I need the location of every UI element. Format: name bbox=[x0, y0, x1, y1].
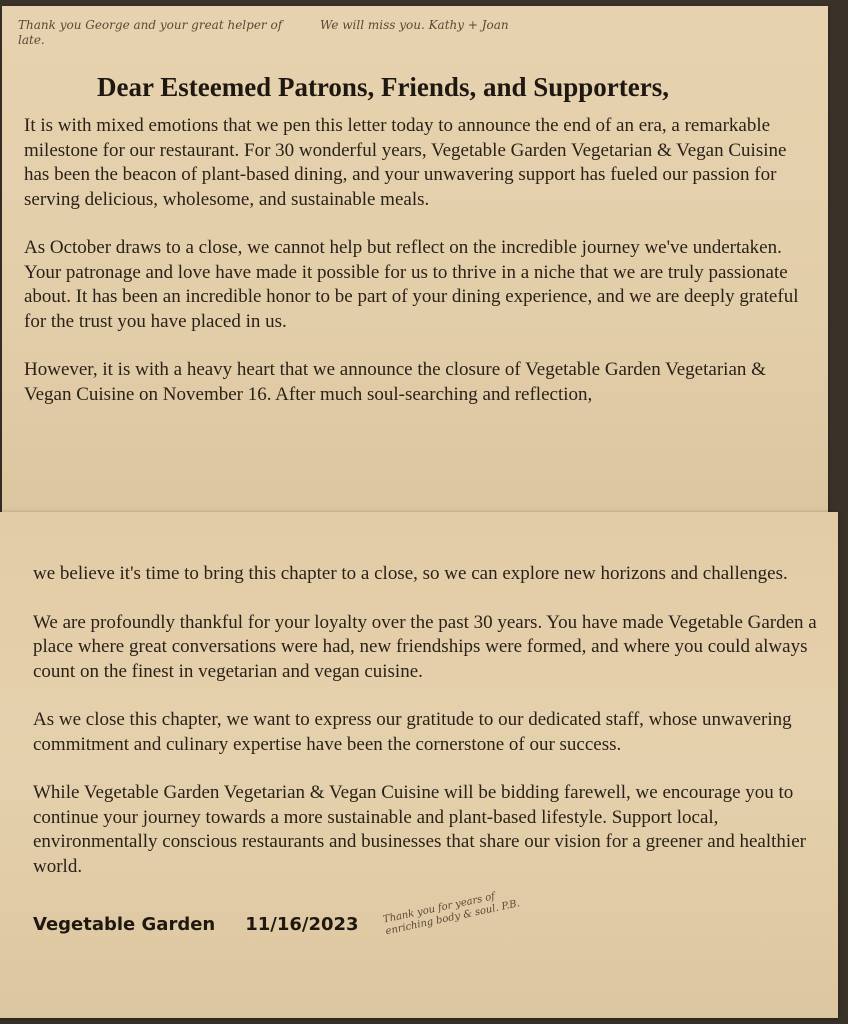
paragraph: We are profoundly thankful for your loyalty over the past 30 years. You have made Vegetable Garden a place where great conversations were had, new friendships were formed, and where you could always count on the finest in vegetarian and vegan cuisine. bbox=[33, 611, 817, 682]
paragraph: While Vegetable Garden Vegetarian & Vegan Cuisine will be bidding farewell, we encourage you to continue your journey towards a more sustainable and plant-based lifestyle. Support local, environmentally conscious restaurants and businesses that share our vision for a greener and healthier world. bbox=[33, 782, 806, 877]
signature-row bbox=[33, 891, 826, 938]
handwritten-note-miss-you: We will miss you. Kathy + Joan bbox=[320, 18, 509, 32]
paragraph: we believe it's time to bring this chapter to a close, so we can explore new horizons and challenges. bbox=[33, 563, 788, 584]
letter-salutation: Dear Esteemed Patrons, Friends, and Supporters, bbox=[97, 72, 669, 102]
paragraph: However, it is with a heavy heart that we announce the closure of Vegetable Garden Vegetarian & Vegan Cuisine on November 16. After much soul-searching and reflection, bbox=[24, 359, 766, 405]
signature-name: Vegetable Garden bbox=[33, 914, 216, 935]
handwritten-note-thanks: Thank you George and your great helper of late. bbox=[18, 18, 283, 47]
paragraph: As we close this chapter, we want to express our gratitude to our dedicated staff, whose unwavering commitment and culinary expertise have been the cornerstone of our success. bbox=[33, 709, 792, 755]
handwritten-note-bottom: Thank you for years of enriching body & soul. P.B. bbox=[381, 891, 521, 938]
signature-date: 11/16/2023 bbox=[245, 914, 359, 935]
paragraph: It is with mixed emotions that we pen this letter today to announce the end of an era, a remarkable milestone for our restaurant. For 30 wonderful years, Vegetable Garden Vegetarian & Vegan Cuisine has been the beacon of plant-based dining, and your unwavering support has fueled our passion for serving delicious, wholesome, and sustainable meals. bbox=[24, 115, 787, 210]
letter-page-bottom bbox=[0, 512, 838, 1018]
letter-page-top bbox=[2, 6, 828, 512]
paragraph: As October draws to a close, we cannot help but reflect on the incredible journey we've undertaken. Your patronage and love have made it possible for us to thrive in a niche that we are truly passionate about. It has been an incredible honor to be part of your dining experience, and we are deeply grateful for the trust you have placed in us. bbox=[24, 237, 799, 332]
